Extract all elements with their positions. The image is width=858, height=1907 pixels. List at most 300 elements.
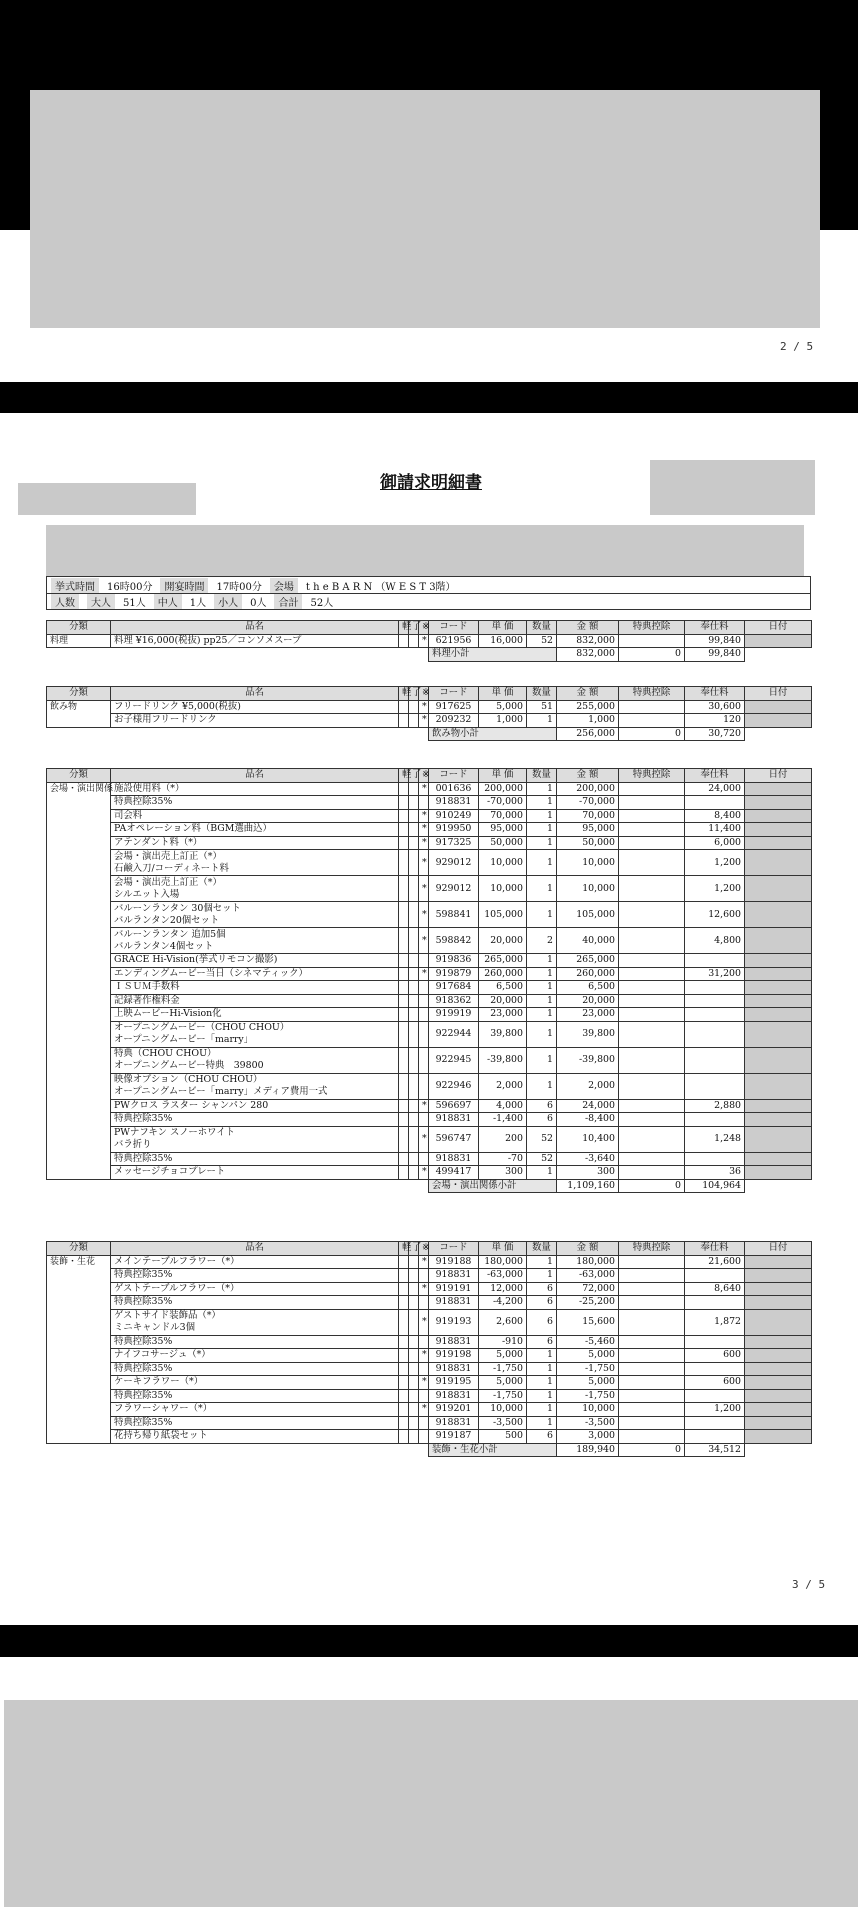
code-cell: 922945 (429, 1047, 479, 1073)
unit-price: -1,750 (479, 1362, 527, 1376)
service-fee (685, 1021, 745, 1047)
mark-cell: * (419, 714, 429, 728)
unit-price: 10,000 (479, 1403, 527, 1417)
service-fee (685, 796, 745, 810)
item-name: PWクロス ラスター シャンパン 280 (111, 1099, 399, 1113)
discount-cell (619, 782, 685, 796)
service-fee: 8,640 (685, 1282, 745, 1296)
mark-cell: * (419, 876, 429, 902)
code-cell: 919187 (429, 1430, 479, 1444)
amount: 6,500 (557, 981, 619, 995)
quantity: 1 (527, 1416, 557, 1430)
mark-cell: * (419, 967, 429, 981)
item-name: 映像オプション（CHOU CHOU） オープニングムービー「marry」メディア費用一式 (111, 1073, 399, 1099)
category-cell: 装飾・生花 (47, 1255, 111, 1443)
table-row (47, 823, 812, 837)
subtotal-amount: 256,000 (557, 727, 619, 741)
no-cell (409, 981, 419, 995)
table-row (47, 1416, 812, 1430)
quantity: 6 (527, 1335, 557, 1349)
item-name: 特典控除35% (111, 1152, 399, 1166)
quantity: 6 (527, 1430, 557, 1444)
discount-cell (619, 1021, 685, 1047)
category-cell: 飲み物 (47, 700, 111, 727)
quantity: 1 (527, 876, 557, 902)
amount: -3,500 (557, 1416, 619, 1430)
tax-cell (399, 1166, 409, 1180)
item-name: 会場・演出売上訂正（*） 石鹸入刀/コーディネート料 (111, 850, 399, 876)
table-row (47, 1296, 812, 1310)
date-cell (745, 1152, 812, 1166)
code-cell: 919879 (429, 967, 479, 981)
col-category-header: 分類 (47, 687, 111, 701)
tax-cell (399, 902, 409, 928)
tax-cell (399, 1099, 409, 1113)
date-cell (745, 1099, 812, 1113)
amount: -70,000 (557, 796, 619, 810)
subtotal-date-spacer (745, 648, 812, 662)
no-cell (409, 1389, 419, 1403)
subtotal-service: 104,964 (685, 1179, 745, 1193)
quantity: 6 (527, 1113, 557, 1127)
table-row (47, 1309, 812, 1335)
code-cell: 918831 (429, 1416, 479, 1430)
item-name: 会場・演出売上訂正（*） シルエット入場 (111, 876, 399, 902)
tax-cell (399, 850, 409, 876)
date-cell (745, 994, 812, 1008)
unit-price: 260,000 (479, 967, 527, 981)
no-cell (409, 1047, 419, 1073)
page-number-top: 2 / 5 (780, 340, 814, 353)
tax-cell (399, 1389, 409, 1403)
no-cell (409, 809, 419, 823)
item-name: ＩＳＵＭ手数料 (111, 981, 399, 995)
item-name: 特典控除35% (111, 1335, 399, 1349)
unit-price: 2,000 (479, 1073, 527, 1099)
quantity: 1 (527, 954, 557, 968)
item-name: 特典控除35% (111, 1113, 399, 1127)
unit-price: -910 (479, 1335, 527, 1349)
service-fee: 36 (685, 1166, 745, 1180)
code-cell: 001636 (429, 782, 479, 796)
tax-cell (399, 634, 409, 648)
mark-cell: * (419, 700, 429, 714)
unit-price: -63,000 (479, 1269, 527, 1283)
mark-cell: * (419, 634, 429, 648)
col-date-header: 日付 (745, 687, 812, 701)
amount: 15,600 (557, 1309, 619, 1335)
discount-cell (619, 1296, 685, 1310)
amount: -5,460 (557, 1335, 619, 1349)
redacted-block (30, 90, 820, 328)
service-fee: 8,400 (685, 809, 745, 823)
tax-cell (399, 1269, 409, 1283)
amount: -1,750 (557, 1362, 619, 1376)
date-cell (745, 1349, 812, 1363)
table-row (47, 634, 812, 648)
date-cell (745, 876, 812, 902)
amount: 10,000 (557, 876, 619, 902)
mark-cell: * (419, 782, 429, 796)
header-row (47, 621, 812, 635)
item-name: 司会料 (111, 809, 399, 823)
no-cell (409, 1335, 419, 1349)
ceremony-time: 16時00分 (107, 581, 153, 593)
col-discount-header: 特典控除 (619, 769, 685, 783)
table-row (47, 954, 812, 968)
col-service-header: 奉仕料 (685, 769, 745, 783)
service-fee: 1,200 (685, 876, 745, 902)
quantity: 52 (527, 634, 557, 648)
col-tax-header: 軽 (399, 769, 409, 783)
tax-cell (399, 823, 409, 837)
date-cell (745, 1389, 812, 1403)
item-name: 特典控除35% (111, 1269, 399, 1283)
amount: 200,000 (557, 782, 619, 796)
middle-count: 1人 (189, 598, 207, 609)
discount-cell (619, 967, 685, 981)
tax-cell (399, 714, 409, 728)
service-fee: 4,800 (685, 928, 745, 954)
date-cell (745, 634, 812, 648)
table-row (47, 700, 812, 714)
col-mark-header: ※ (419, 621, 429, 635)
no-cell (409, 1073, 419, 1099)
no-cell (409, 1008, 419, 1022)
tax-cell (399, 994, 409, 1008)
mark-cell (419, 1362, 429, 1376)
service-fee: 1,200 (685, 850, 745, 876)
tax-cell (399, 967, 409, 981)
discount-cell (619, 1099, 685, 1113)
code-cell: 922946 (429, 1073, 479, 1099)
no-cell (409, 928, 419, 954)
col-mark-header: ※ (419, 769, 429, 783)
subtotal-amount: 189,940 (557, 1443, 619, 1457)
mark-cell (419, 1296, 429, 1310)
tax-cell (399, 876, 409, 902)
no-cell (409, 1282, 419, 1296)
item-name: 特典（CHOU CHOU） オープニングムービー特典 39800 (111, 1047, 399, 1073)
amount: -63,000 (557, 1269, 619, 1283)
item-name: 特典控除35% (111, 796, 399, 810)
service-fee (685, 1430, 745, 1444)
no-cell (409, 967, 419, 981)
table-row (47, 1073, 812, 1099)
no-cell (409, 1309, 419, 1335)
date-cell (745, 1296, 812, 1310)
unit-price: 1,000 (479, 714, 527, 728)
service-fee: 1,872 (685, 1309, 745, 1335)
item-name: エンディングムービー当日（シネマティック） (111, 967, 399, 981)
mark-cell: * (419, 902, 429, 928)
discount-cell (619, 1047, 685, 1073)
code-cell: 918831 (429, 1389, 479, 1403)
unit-price: 39,800 (479, 1021, 527, 1047)
col-qty-header: 数量 (527, 1242, 557, 1256)
section-table (46, 686, 812, 741)
service-fee: 24,000 (685, 782, 745, 796)
service-fee: 30,600 (685, 700, 745, 714)
col-tax-header: 軽 (399, 687, 409, 701)
middle-label: 中人 (154, 594, 182, 609)
date-cell (745, 1282, 812, 1296)
date-cell (745, 1166, 812, 1180)
service-fee (685, 1008, 745, 1022)
item-name: PWナフキン スノーホワイト バラ折り (111, 1126, 399, 1152)
col-qty-header: 数量 (527, 769, 557, 783)
item-name: 特典控除35% (111, 1416, 399, 1430)
table-row (47, 714, 812, 728)
date-cell (745, 928, 812, 954)
item-name: 特典控除35% (111, 1362, 399, 1376)
code-cell: 918831 (429, 1362, 479, 1376)
code-cell: 918831 (429, 1113, 479, 1127)
code-cell: 919201 (429, 1403, 479, 1417)
code-cell: 917625 (429, 700, 479, 714)
party-label: 開宴時間 (160, 578, 208, 593)
no-cell (409, 1099, 419, 1113)
date-cell (745, 782, 812, 796)
no-cell (409, 700, 419, 714)
mark-cell: * (419, 1126, 429, 1152)
table-row (47, 1126, 812, 1152)
subtotal-label: 装飾・生花小計 (429, 1443, 557, 1457)
quantity: 6 (527, 1296, 557, 1310)
mark-cell: * (419, 1255, 429, 1269)
mark-cell: * (419, 1166, 429, 1180)
table-row (47, 902, 812, 928)
service-fee (685, 1389, 745, 1403)
tax-cell (399, 1349, 409, 1363)
mark-cell: * (419, 1349, 429, 1363)
tax-cell (399, 1126, 409, 1152)
item-name: 料理 ¥16,000(税抜) pp25／コンソメスープ (111, 634, 399, 648)
tax-cell (399, 954, 409, 968)
quantity: 1 (527, 1376, 557, 1390)
service-fee: 31,200 (685, 967, 745, 981)
amount: 5,000 (557, 1376, 619, 1390)
discount-cell (619, 1282, 685, 1296)
mark-cell (419, 1073, 429, 1099)
subtotal-discount: 0 (619, 1179, 685, 1193)
item-name: ナイフコサージュ（*） (111, 1349, 399, 1363)
code-cell: 929012 (429, 876, 479, 902)
date-cell (745, 1416, 812, 1430)
discount-cell (619, 1166, 685, 1180)
service-fee (685, 1047, 745, 1073)
mark-cell (419, 1389, 429, 1403)
table-row (47, 836, 812, 850)
unit-price: 16,000 (479, 634, 527, 648)
no-cell (409, 1430, 419, 1444)
tax-cell (399, 782, 409, 796)
tax-cell (399, 796, 409, 810)
col-discount-header: 特典控除 (619, 621, 685, 635)
discount-cell (619, 1073, 685, 1099)
item-name: 上映ムービーHi-Vision化 (111, 1008, 399, 1022)
table-row (47, 1008, 812, 1022)
tax-cell (399, 1403, 409, 1417)
discount-cell (619, 634, 685, 648)
subtotal-spacer (47, 1443, 429, 1457)
table-row (47, 994, 812, 1008)
mark-cell: * (419, 809, 429, 823)
discount-cell (619, 1269, 685, 1283)
tax-cell (399, 836, 409, 850)
code-cell: 918831 (429, 1269, 479, 1283)
table-row (47, 809, 812, 823)
time-row (47, 577, 810, 593)
item-name: お子様用フリードリンク (111, 714, 399, 728)
service-fee: 12,600 (685, 902, 745, 928)
no-cell (409, 1296, 419, 1310)
table-row (47, 1269, 812, 1283)
amount: 10,000 (557, 1403, 619, 1417)
service-fee (685, 1152, 745, 1166)
unit-price: 5,000 (479, 1376, 527, 1390)
quantity: 1 (527, 994, 557, 1008)
quantity: 1 (527, 714, 557, 728)
subtotal-row (47, 1443, 812, 1457)
amount: 2,000 (557, 1073, 619, 1099)
item-name: 特典控除35% (111, 1296, 399, 1310)
date-cell (745, 1376, 812, 1390)
col-tax-header: 軽 (399, 621, 409, 635)
col-unit-header: 単 価 (479, 769, 527, 783)
subtotal-amount: 832,000 (557, 648, 619, 662)
col-code-header: コード (429, 769, 479, 783)
child-label: 小人 (214, 594, 242, 609)
no-cell (409, 954, 419, 968)
subtotal-date-spacer (745, 727, 812, 741)
col-unit-header: 単 価 (479, 621, 527, 635)
amount: 70,000 (557, 809, 619, 823)
col-category-header: 分類 (47, 769, 111, 783)
item-name: バルーンランタン 30個セット バルランタン20個セット (111, 902, 399, 928)
tax-cell (399, 1152, 409, 1166)
table-row (47, 1282, 812, 1296)
col-discount-header: 特典控除 (619, 1242, 685, 1256)
table-row (47, 1099, 812, 1113)
date-cell (745, 1335, 812, 1349)
col-date-header: 日付 (745, 769, 812, 783)
tax-cell (399, 928, 409, 954)
no-cell (409, 902, 419, 928)
no-cell (409, 634, 419, 648)
unit-price: 5,000 (479, 700, 527, 714)
quantity: 1 (527, 1362, 557, 1376)
date-cell (745, 714, 812, 728)
date-cell (745, 809, 812, 823)
item-name: PAオペレーション料（BGM選曲込） (111, 823, 399, 837)
service-fee (685, 994, 745, 1008)
service-fee (685, 1269, 745, 1283)
no-cell (409, 1166, 419, 1180)
quantity: 1 (527, 1073, 557, 1099)
unit-price: 20,000 (479, 994, 527, 1008)
service-fee: 1,200 (685, 1403, 745, 1417)
quantity: 1 (527, 1021, 557, 1047)
service-fee (685, 981, 745, 995)
col-qty-header: 数量 (527, 621, 557, 635)
unit-price: 10,000 (479, 876, 527, 902)
mark-cell (419, 954, 429, 968)
table-row (47, 850, 812, 876)
mark-cell (419, 1430, 429, 1444)
item-name: アテンダント料（*） (111, 836, 399, 850)
unit-price: 5,000 (479, 1349, 527, 1363)
amount: 832,000 (557, 634, 619, 648)
code-cell: 918831 (429, 1296, 479, 1310)
tax-cell (399, 1021, 409, 1047)
code-cell: 919195 (429, 1376, 479, 1390)
date-cell (745, 1430, 812, 1444)
service-fee: 11,400 (685, 823, 745, 837)
discount-cell (619, 1362, 685, 1376)
mark-cell: * (419, 836, 429, 850)
unit-price: 23,000 (479, 1008, 527, 1022)
date-cell (745, 1255, 812, 1269)
item-name: ゲストテーブルフラワー（*） (111, 1282, 399, 1296)
unit-price: -4,200 (479, 1296, 527, 1310)
quantity: 1 (527, 796, 557, 810)
item-name: フリードリンク ¥5,000(税抜) (111, 700, 399, 714)
col-item-header: 品名 (111, 687, 399, 701)
venue: t h e B A R N （W E S T 3階） (305, 581, 456, 593)
discount-cell (619, 850, 685, 876)
amount: -3,640 (557, 1152, 619, 1166)
subtotal-label: 料理小計 (429, 648, 557, 662)
table-row (47, 1255, 812, 1269)
subtotal-date-spacer (745, 1443, 812, 1457)
col-amount-header: 金 額 (557, 687, 619, 701)
date-cell (745, 902, 812, 928)
item-name: 記録著作権料金 (111, 994, 399, 1008)
amount: 105,000 (557, 902, 619, 928)
unit-price: -3,500 (479, 1416, 527, 1430)
discount-cell (619, 714, 685, 728)
header-row (47, 687, 812, 701)
item-name: メインテーブルフラワー（*） (111, 1255, 399, 1269)
mark-cell (419, 1416, 429, 1430)
table-row (47, 981, 812, 995)
code-cell: 209232 (429, 714, 479, 728)
redacted-bottom-block (4, 1700, 858, 1907)
date-cell (745, 967, 812, 981)
quantity: 1 (527, 836, 557, 850)
quantity: 1 (527, 1047, 557, 1073)
code-cell: 919950 (429, 823, 479, 837)
quantity: 2 (527, 928, 557, 954)
col-item-header: 品名 (111, 621, 399, 635)
col-unit-header: 単 価 (479, 687, 527, 701)
subtotal-discount: 0 (619, 727, 685, 741)
code-cell: 919919 (429, 1008, 479, 1022)
mark-cell: * (419, 1309, 429, 1335)
discount-cell (619, 809, 685, 823)
ceremony-label: 挙式時間 (51, 578, 99, 593)
unit-price: 95,000 (479, 823, 527, 837)
table-row (47, 1430, 812, 1444)
service-fee (685, 954, 745, 968)
amount: 24,000 (557, 1099, 619, 1113)
service-fee: 21,600 (685, 1255, 745, 1269)
col-no-header: 了 (409, 621, 419, 635)
mark-cell (419, 1113, 429, 1127)
code-cell: 917684 (429, 981, 479, 995)
adult-count: 51人 (123, 598, 146, 609)
